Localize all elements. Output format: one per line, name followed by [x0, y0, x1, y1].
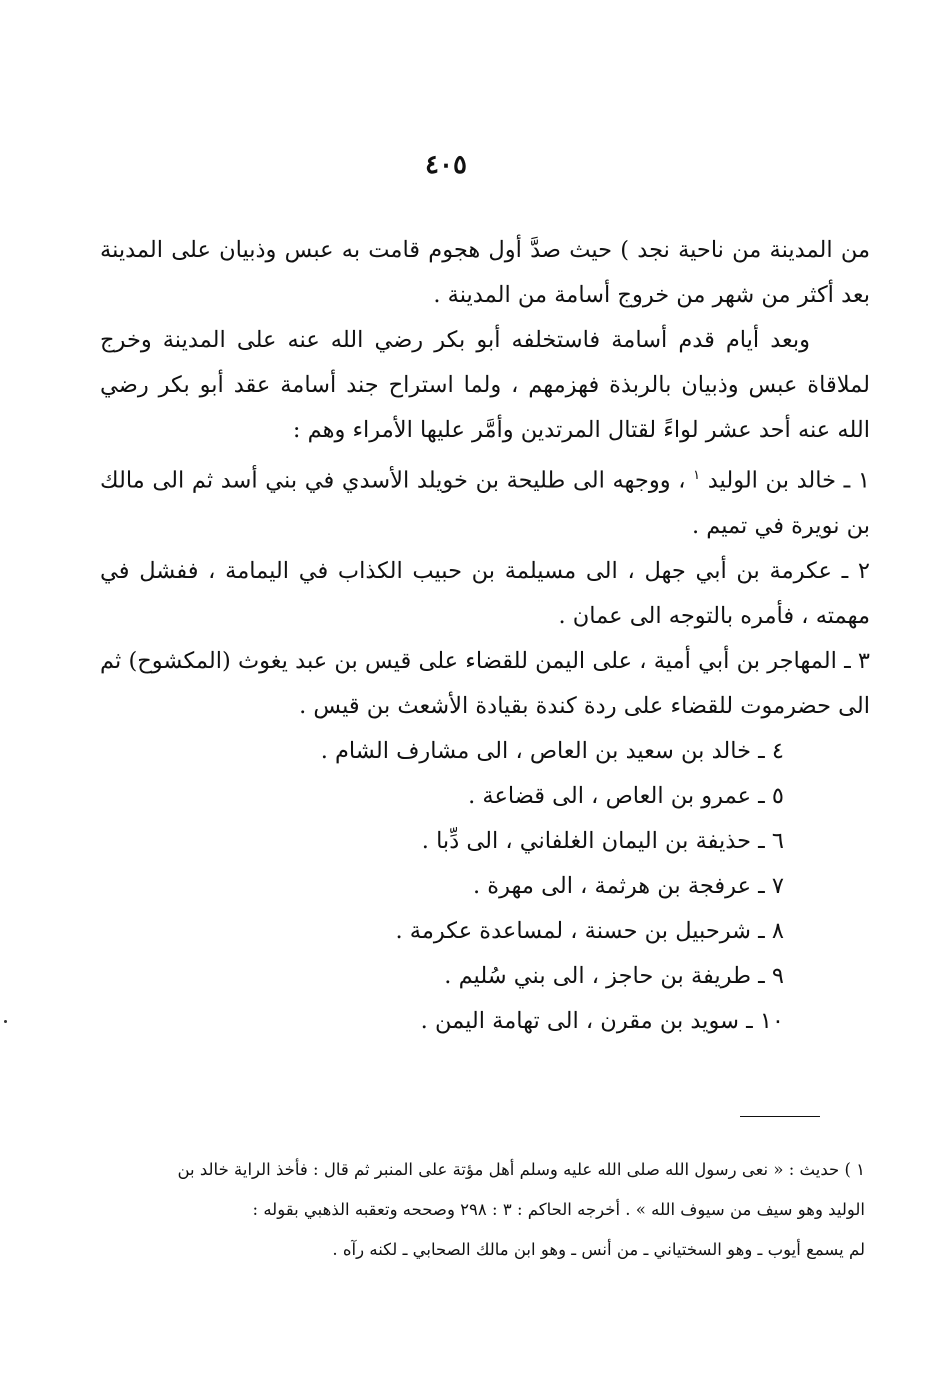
page-number: ٤٠٥: [425, 150, 467, 180]
footnote-line-1: ١ ) حديث : « نعى رسول الله صلى الله عليه وسلم أهل مؤتة على المنبر ثم قال : فأخذ الراية خالد بن: [177, 1160, 865, 1179]
main-text: [100, 228, 870, 1044]
footnote-ref-1: ١: [693, 468, 701, 483]
list-item-9: ٩ ـ طريفة بن حاجز ، الى بني سُليم .: [444, 962, 784, 989]
list-item-1-text-after: ، ووجهه الى طليحة بن خويلد الأسدي في بني أسد ثم الى مالك بن نويرة في تميم .: [100, 467, 870, 539]
scan-speck: [4, 1020, 7, 1023]
list-item-1: [100, 453, 870, 549]
list-item-8: ٨ ـ شرحبيل بن حسنة ، لمساعدة عكرمة .: [395, 917, 784, 944]
list-item-4: ٤ ـ خالد بن سعيد بن العاص ، الى مشارف الشام .: [320, 737, 784, 764]
list-item-3: ٣ ـ المهاجر بن أبي أمية ، على اليمن للقضاء على قيس بن عبد يغوث (المكشوح) ثم الى حضرموت للقضاء على ردة كندة بقيادة الأشعث بن قيس .: [100, 647, 870, 719]
list-item-2: ٢ ـ عكرمة بن أبي جهل ، الى مسيلمة بن حبيب الكذاب في اليمامة ، ففشل في مهمته ، فأمره بالتوجه الى عمان .: [100, 557, 870, 629]
footnotes: [135, 1150, 865, 1270]
footnote-line-3: لم يسمع أيوب ـ وهو السختياني ـ من أنس ـ وهو ابن مالك الصحابي ـ لكنه رآه .: [332, 1240, 865, 1259]
list-item-7: ٧ ـ عرفجة بن هرثمة ، الى مهرة .: [473, 872, 784, 899]
footnote-line-2: الوليد وهو سيف من سيوف الله » . أخرجه الحاكم : ٣ : ٢٩٨ وصححه وتعقبه الذهبي بقوله :: [252, 1200, 865, 1219]
list-item-6: ٦ ـ حذيفة بن اليمان الغلفاني ، الى دِّبا .: [421, 827, 784, 854]
paragraph-intro-1: من المدينة من ناحية نجد ) حيث صدَّ أول هجوم قامت به عبس وذبيان على المدينة بعد أكثر من شهر من خروج أسامة من المدينة .: [100, 237, 870, 308]
list-item-10: ١٠ ـ سويد بن مقرن ، الى تهامة اليمن .: [420, 1007, 784, 1034]
list-item-5: ٥ ـ عمرو بن العاص ، الى قضاعة .: [468, 782, 784, 809]
paragraph-intro-2: وبعد أيام قدم أسامة فاستخلفه أبو بكر رضي الله عنه على المدينة وخرج لملاقاة عبس وذبيان بالربذة فهزمهم ، ولما استراح جند أسامة عقد أبو بكر رضي الله عنه أحد عشر لواءً لقتال المرتدين وأمَّر عليها الأمراء وهم :: [100, 327, 870, 443]
list-item-1-text-before: ١ ـ خالد بن الوليد: [707, 467, 870, 494]
footnote-divider: [740, 1116, 820, 1117]
